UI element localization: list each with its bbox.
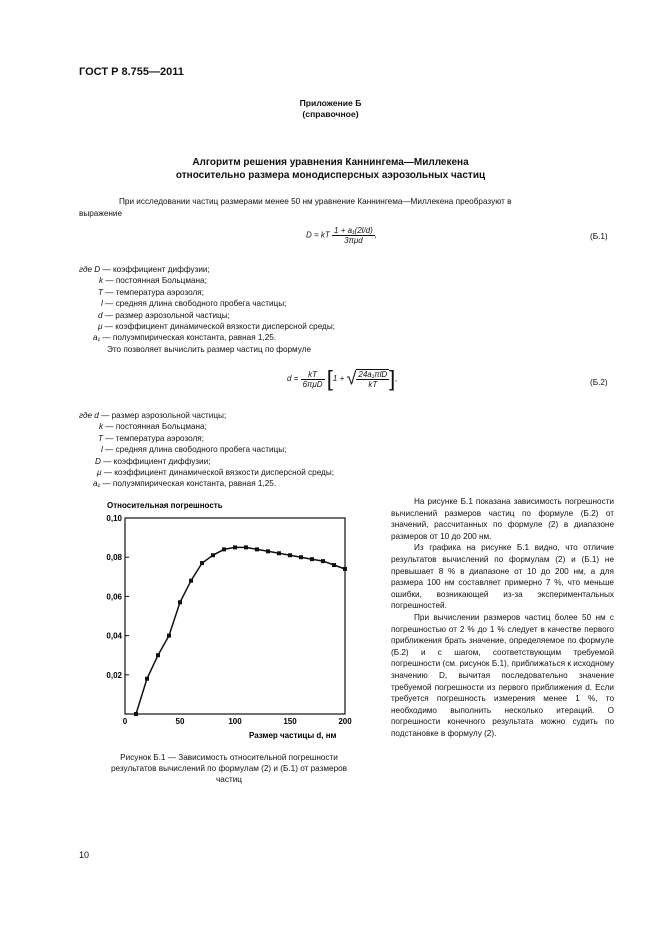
data-point <box>244 545 248 549</box>
data-point <box>343 567 347 571</box>
transition-text: Это позволяет вычислить размер частиц по формуле <box>107 344 312 354</box>
section-title <box>0 156 661 182</box>
eq1-tail: , <box>374 230 378 240</box>
data-point <box>255 547 259 551</box>
right-paragraph-1: На рисунке Б.1 показана зависимость погрешности вычислений размеров частиц по формуле (Б.2) от значений, рассчитанных по формуле (2) в диапазоне размеров от 10 до 200 нм. <box>391 497 614 541</box>
intro-line2: выражение <box>79 208 123 218</box>
chart-xlabel: Размер частицы d, нм <box>249 731 337 740</box>
data-point <box>189 579 193 583</box>
eq2-lhs: d = <box>287 374 299 384</box>
sqrt-icon: √ <box>346 368 357 389</box>
where-list-1 <box>79 264 335 355</box>
data-point <box>266 549 270 553</box>
eq2-sqrt-denominator: kT <box>368 380 378 389</box>
appendix-heading <box>0 98 661 120</box>
where1-item: где D — коэффициент диффузии; <box>79 265 210 274</box>
data-point <box>211 553 215 557</box>
where1-item: d — размер аэрозольной частицы; <box>98 310 230 320</box>
x-tick-label: 50 <box>175 717 185 726</box>
error-chart <box>79 496 369 744</box>
where-list-2 <box>79 410 334 490</box>
eq1-denominator: 3πμd <box>344 236 363 245</box>
data-point <box>332 563 336 567</box>
equation-b2 <box>287 366 398 392</box>
where2-item: где d — размер аэрозольной частицы; <box>79 411 227 420</box>
where1-item: a₁ — полуэмпирическая константа, равная 1,25. <box>93 333 277 343</box>
caption-line3: частиц <box>216 775 242 784</box>
data-point <box>233 545 237 549</box>
where2-item: T — температура аэрозоля; <box>98 433 205 443</box>
document-header: ГОСТ Р 8.755—2011 <box>79 66 184 78</box>
data-point <box>277 551 281 555</box>
y-tick-label: 0,04 <box>106 631 122 641</box>
caption-line1: Рисунок Б.1 — Зависимость относительной погрешности <box>120 753 338 762</box>
section-title-line2: относительно размера монодисперсных аэрозольных частиц <box>175 170 486 181</box>
where1-item: T — температура аэрозоля; <box>98 287 205 297</box>
eq2-sqrt-numerator: 24a₁πlD <box>358 370 388 379</box>
y-tick-label: 0,06 <box>106 592 122 602</box>
where2-item: l — средняя длина свободного пробега частицы; <box>101 445 287 455</box>
section-title-line1: Алгоритм решения уравнения Каннингема—Миллекена <box>192 157 469 168</box>
y-tick-label: 0,10 <box>106 514 122 523</box>
equation-b1 <box>306 226 377 245</box>
eq2-fraction <box>301 370 325 389</box>
where1-item: μ — коэффициент динамической вязкости дисперсной среды; <box>98 322 335 332</box>
eq2-denominator: 6πμD <box>302 379 323 389</box>
eq2-bracket-right: ] <box>389 366 396 391</box>
y-tick-label: 0,02 <box>106 670 122 680</box>
x-tick-label: 0 <box>122 717 128 726</box>
where1-item: k — постоянная Больцмана; <box>99 276 207 286</box>
where1-item: l — средняя длина свободного пробега частицы; <box>101 299 287 309</box>
x-tick-label: 100 <box>228 717 242 726</box>
data-point <box>321 559 325 563</box>
data-point <box>134 712 138 716</box>
data-point <box>299 555 303 559</box>
eq2-sqrt-fraction <box>356 369 389 389</box>
caption-line2: результатов вычислений по формулам (2) и (Б.1) от размеров <box>110 764 348 773</box>
right-paragraph-2: Из графика на рисунке Б.1 видно, что отличие результатов вычислений по формулам (2) и (Б.1) не превышает 8 % в диапазоне от 10 до 200 нм, а для размера 100 нм составляет примерно 7 %, что меньше ошибки, возникающей из-за экспериментальных погрешностей. <box>391 543 614 611</box>
eq2-tail: , <box>395 374 398 384</box>
figure-caption <box>79 752 379 785</box>
eq2-bracket-left: [ <box>326 366 333 391</box>
error-curve <box>136 547 345 714</box>
right-column-text <box>391 496 614 739</box>
data-point <box>145 677 149 681</box>
eq1-fraction <box>332 226 378 245</box>
page-number: 10 <box>79 850 90 860</box>
eq2-number: (Б.2) <box>590 378 608 387</box>
data-point <box>310 557 314 561</box>
data-point <box>288 553 292 557</box>
eq1-lhs: D = kT <box>306 230 330 240</box>
x-tick-label: 150 <box>283 717 297 726</box>
appendix-title: Приложение Б <box>299 98 362 108</box>
eq2-bracket-content: 1 + <box>332 374 345 384</box>
y-tick-label: 0,08 <box>106 553 122 563</box>
intro-line1: При исследовании частиц размерами менее 50 нм уравнение Каннингема—Миллекена преобразуют в <box>119 197 512 206</box>
appendix-subtitle: (справочное) <box>302 109 359 119</box>
eq2-numerator: kT <box>301 370 325 380</box>
data-point <box>222 547 226 551</box>
right-paragraph-3: При вычислении размеров частиц более 50 нм с погрешностью от 2 % до 1 % следует в качестве первого приближения брать значение, определяемое по формуле (Б.2) и с шагом, соответствующим требуемой погрешности (см. рисунок Б.1), приближаться к исходному значению D, вычитая последовательно значение требуемой погрешности из первого приближения d. Если требуется погрешность измерения менее 1 %, то необходимо выполнить несколько итераций. О погрешности конечного результата можно судить по подстановке в формулу (2). <box>391 612 614 738</box>
data-point <box>200 561 204 565</box>
intro-paragraph <box>79 196 615 219</box>
where2-item: μ — коэффициент динамической вязкости дисперсной среды; <box>97 468 334 478</box>
data-point <box>178 600 182 604</box>
where2-item: k — постоянная Больцмана; <box>99 422 207 432</box>
where2-item: a₁ — полуэмпирическая константа, равная 1,25. <box>93 479 277 489</box>
data-point <box>156 653 160 657</box>
chart-ylabel: Относительная погрешность <box>107 501 223 510</box>
where2-item: D — коэффициент диффузии; <box>95 456 211 466</box>
eq1-number: (Б.1) <box>590 232 608 241</box>
x-tick-label: 200 <box>338 717 352 726</box>
eq1-numerator: 1 + a₁(2l/d) <box>334 226 373 235</box>
data-point <box>167 634 171 638</box>
